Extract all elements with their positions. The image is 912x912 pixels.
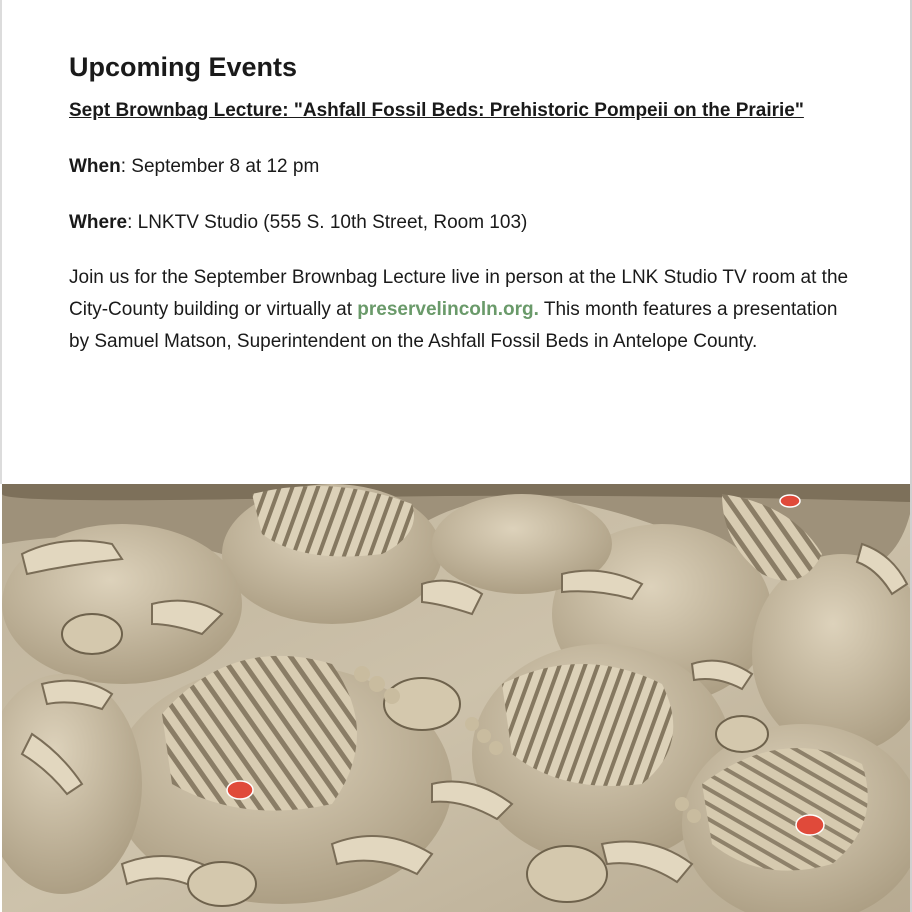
website-link[interactable]: preservelincoln.org. bbox=[357, 299, 539, 320]
event-description bbox=[69, 262, 859, 358]
event-text-block bbox=[69, 48, 859, 358]
description-text-1: Join us for the September Brownbag Lecture live in person at the LNK Studio TV room at the City-County building or virtually at bbox=[69, 267, 849, 320]
event-title: Sept Brownbag Lecture: "Ashfall Fossil Beds: Prehistoric Pompeii on the Prairie" bbox=[69, 100, 804, 121]
where-value: : LNKTV Studio (555 S. 10th Street, Room 103) bbox=[127, 212, 528, 233]
fossil-photo-illustration bbox=[2, 484, 910, 912]
when-value: : September 8 at 12 pm bbox=[120, 156, 320, 177]
when-label: When bbox=[69, 156, 121, 177]
event-where bbox=[69, 210, 859, 236]
event-when bbox=[69, 154, 859, 180]
description-text-2: This month features a presentation by Samuel Matson, Superintendent on the Ashfall Fossil Beds in Antelope County. bbox=[69, 299, 838, 352]
left-border bbox=[0, 0, 2, 484]
where-label: Where bbox=[69, 212, 128, 233]
fossil-skeletons-photo bbox=[2, 484, 910, 912]
page-title: Upcoming Events bbox=[69, 52, 298, 82]
